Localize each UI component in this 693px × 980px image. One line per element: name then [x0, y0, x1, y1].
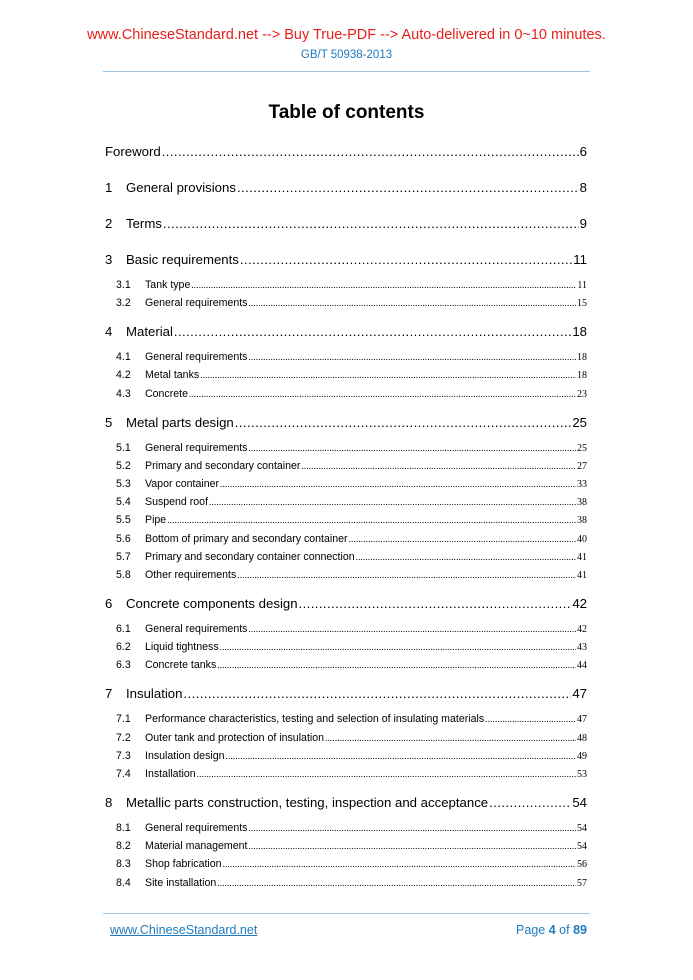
toc-dot-leader — [174, 323, 571, 341]
toc-section-entry[interactable] — [105, 712, 587, 726]
toc-chapter-entry[interactable] — [105, 323, 587, 341]
toc-entry-title: Tank type — [145, 279, 191, 291]
toc-entry-page: 53 — [577, 769, 587, 780]
toc-entry-number: 8 — [105, 795, 113, 810]
toc-entry-page: 38 — [577, 497, 587, 509]
toc-chapter-entry[interactable] — [105, 179, 587, 197]
toc-entry-number: 5.3 — [116, 478, 131, 490]
toc-entry-page: 41 — [577, 570, 587, 581]
toc-entry-title: Outer tank and protection of insulation — [145, 731, 325, 744]
toc-entry-page: 54 — [572, 795, 587, 810]
toc-entry-page: 18 — [572, 324, 587, 340]
toc-dot-leader — [223, 857, 576, 871]
toc-entry-title: Foreword — [105, 144, 161, 159]
toc-entry-page: 8 — [579, 180, 587, 195]
toc-dot-leader — [485, 712, 576, 726]
toc-entry-page: 33 — [577, 479, 587, 490]
toc-entry-number: 6.1 — [116, 623, 131, 635]
toc-section-entry[interactable] — [105, 350, 587, 364]
toc-dot-leader — [248, 296, 576, 310]
toc-entry-title: Metallic parts construction, testing, inspection and acceptance — [126, 795, 489, 810]
toc-entry-page: 42 — [572, 596, 587, 611]
toc-entry-title: Insulation — [126, 686, 183, 702]
toc-entry-title: General provisions — [126, 180, 236, 195]
toc-dot-leader — [356, 550, 576, 564]
toc-entry-page: 11 — [577, 280, 587, 291]
toc-entry-page: 47 — [577, 714, 587, 726]
toc-section-entry[interactable] — [105, 459, 587, 473]
toc-entry-number: 6 — [105, 596, 113, 611]
toc-dot-leader — [248, 441, 576, 455]
toc-dot-leader — [209, 495, 576, 509]
toc-entry-number: 8.1 — [116, 822, 131, 834]
toc-entry-number: 6.2 — [116, 641, 131, 654]
toc-chapter-entry[interactable] — [105, 685, 587, 703]
footer-page-number — [516, 923, 587, 937]
toc-entry-title: General requirements — [145, 297, 248, 310]
toc-entry-page: 25 — [572, 414, 587, 430]
toc-entry-page: 56 — [577, 859, 587, 871]
toc-section-entry[interactable] — [105, 296, 587, 310]
toc-entry-title: Metal parts design — [126, 414, 234, 430]
toc-section-entry[interactable] — [105, 731, 587, 745]
toc-section-entry[interactable] — [105, 839, 587, 853]
toc-entry-number: 7.4 — [116, 768, 131, 780]
toc-title: Table of contents — [268, 102, 425, 123]
toc-entry-number: 4 — [105, 324, 113, 340]
toc-entry-page: 42 — [577, 624, 587, 635]
toc-entry-page: 9 — [579, 216, 587, 231]
toc-entry-number: 5 — [105, 414, 113, 430]
toc-section-entry[interactable] — [105, 857, 587, 871]
toc-entry-title: Liquid tightness — [145, 641, 219, 654]
toc-section-entry[interactable] — [105, 568, 587, 582]
toc-entry-number: 5.5 — [116, 514, 131, 527]
toc-entry-page: 6 — [579, 144, 587, 159]
toc-entry-title: Site installation — [145, 876, 217, 889]
toc-entry-number: 5.6 — [116, 532, 131, 545]
toc-section-entry[interactable] — [105, 749, 587, 763]
toc-entry-number: 1 — [105, 180, 113, 195]
toc-entry-number: 8.2 — [116, 840, 131, 853]
standard-code: GB/T 50938-2013 — [300, 49, 393, 61]
toc-entry-number: 3.1 — [116, 279, 131, 291]
toc-dot-leader — [489, 794, 571, 812]
toc-entry-page: 15 — [577, 298, 587, 310]
toc-entry-page: 48 — [577, 732, 587, 744]
toc-entry-title: Concrete tanks — [145, 659, 217, 672]
toc-section-entry[interactable] — [105, 622, 587, 636]
toc-entry-page: 43 — [577, 642, 587, 654]
toc-entry-number: 8.3 — [116, 858, 131, 871]
toc-entry-number: 8.4 — [116, 876, 131, 889]
page-total: 89 — [573, 923, 587, 937]
toc-entry-number: 4.1 — [116, 351, 131, 364]
toc-entry-number: 2 — [105, 216, 113, 231]
footer-website-link[interactable]: www.ChineseStandard.net — [110, 923, 258, 937]
toc-entry-page: 11 — [573, 252, 587, 267]
toc-dot-leader — [167, 513, 576, 527]
toc-entry-title: General requirements — [145, 441, 248, 454]
toc-dot-leader — [248, 839, 576, 853]
toc-entry-title: Metal tanks — [145, 369, 200, 382]
toc-chapter-entry[interactable] — [105, 143, 587, 161]
toc-dot-leader — [200, 368, 576, 382]
toc-dot-leader — [217, 876, 576, 890]
toc-entry-number: 3 — [105, 252, 113, 267]
toc-entry-page: 44 — [577, 660, 587, 672]
toc-entry-number: 5.1 — [116, 441, 131, 454]
toc-entry-number: 6.3 — [116, 659, 131, 672]
toc-section-entry[interactable] — [105, 640, 587, 654]
page-current: 4 — [548, 923, 556, 937]
toc-entry-title: Primary and secondary container — [145, 459, 301, 472]
toc-dot-leader — [189, 387, 576, 401]
toc-entry-title: Installation — [145, 768, 196, 780]
toc-entry-title: Insulation design — [145, 749, 225, 762]
toc-entry-page: 40 — [577, 533, 587, 545]
toc-dot-leader — [248, 821, 576, 835]
toc-entry-page: 18 — [577, 370, 587, 382]
toc-entry-number: 4.3 — [116, 387, 131, 400]
toc-dot-leader — [240, 251, 572, 269]
toc-section-entry[interactable] — [105, 368, 587, 382]
toc-dot-leader — [248, 622, 576, 636]
toc-entry-page: 47 — [572, 686, 587, 702]
toc-entry-title: Basic requirements — [126, 252, 239, 267]
toc-dot-leader — [237, 568, 576, 582]
toc-entry-title: Performance characteristics, testing and selection of insulating materials — [145, 713, 485, 726]
header-banner: www.ChineseStandard.net --> Buy True-PDF --> Auto-delivered in 0~10 minutes. — [87, 27, 606, 43]
toc-section-entry[interactable] — [105, 658, 587, 672]
toc-entry-number: 5.8 — [116, 569, 131, 581]
toc-entry-page: 41 — [577, 551, 587, 563]
toc-entry-number: 5.2 — [116, 459, 131, 472]
toc-chapter-entry[interactable] — [105, 215, 587, 233]
toc-entry-title: Concrete components design — [126, 596, 298, 611]
toc-entry-title: Terms — [126, 216, 162, 231]
toc-entry-page: 38 — [577, 515, 587, 527]
toc-entry-title: General requirements — [145, 822, 248, 834]
toc-dot-leader — [197, 767, 576, 781]
toc-entry-title: General requirements — [145, 623, 248, 635]
toc-entry-number: 5.7 — [116, 550, 131, 563]
toc-entry-title: Vapor container — [145, 478, 220, 490]
toc-section-entry[interactable] — [105, 821, 587, 835]
toc-dot-leader — [162, 143, 579, 161]
page-prefix: Page — [516, 923, 546, 937]
toc-dot-leader — [183, 685, 571, 703]
toc-entry-page: 49 — [577, 750, 587, 762]
toc-entry-title: General requirements — [145, 351, 248, 364]
toc-chapter-entry[interactable] — [105, 251, 587, 269]
toc-entry-number: 3.2 — [116, 297, 131, 310]
toc-entry-page: 23 — [577, 388, 587, 400]
toc-entry-page: 54 — [577, 841, 587, 853]
toc-dot-leader — [349, 532, 576, 546]
toc-entry-page: 54 — [577, 823, 587, 834]
toc-dot-leader — [220, 477, 576, 491]
toc-section-entry[interactable] — [105, 477, 587, 491]
toc-entry-title: Primary and secondary container connection — [145, 550, 355, 563]
toc-entry-number: 7.2 — [116, 731, 131, 744]
toc-section-entry[interactable] — [105, 550, 587, 564]
toc-dot-leader — [235, 414, 572, 432]
toc-entry-number: 7 — [105, 686, 113, 702]
toc-section-entry[interactable] — [105, 876, 587, 890]
toc-entry-number: 7.3 — [116, 749, 131, 762]
toc-section-entry[interactable] — [105, 387, 587, 401]
toc-chapter-entry[interactable] — [105, 595, 587, 613]
toc-entry-title: Pipe — [145, 514, 167, 527]
toc-chapter-entry[interactable] — [105, 794, 587, 812]
toc-dot-leader — [237, 179, 579, 197]
header-divider — [103, 71, 590, 72]
toc-section-entry[interactable] — [105, 495, 587, 509]
toc-entry-title: Material management — [145, 840, 248, 853]
toc-entry-page: 18 — [577, 352, 587, 364]
toc-entry-number: 4.2 — [116, 369, 131, 382]
toc-entry-title: Concrete — [145, 387, 188, 400]
page-of: of — [559, 923, 570, 937]
toc-section-entry[interactable] — [105, 441, 587, 455]
toc-entry-page: 57 — [577, 877, 587, 889]
toc-section-entry[interactable] — [105, 513, 587, 527]
toc-entry-title: Other requirements — [145, 569, 237, 581]
toc-chapter-entry[interactable] — [105, 414, 587, 432]
toc-dot-leader — [248, 350, 576, 364]
toc-dot-leader — [217, 658, 576, 672]
toc-dot-leader — [226, 749, 576, 763]
toc-section-entry[interactable] — [105, 532, 587, 546]
toc-dot-leader — [163, 215, 579, 233]
toc-entry-title: Shop fabrication — [145, 858, 222, 871]
toc-dot-leader — [220, 640, 576, 654]
toc-entry-number: 5.4 — [116, 496, 131, 509]
toc-section-entry[interactable] — [105, 278, 587, 292]
toc-entry-page: 25 — [577, 442, 587, 454]
toc-entry-title: Material — [126, 324, 173, 340]
toc-section-entry[interactable] — [105, 767, 587, 781]
toc-entry-title: Suspend roof — [145, 496, 209, 509]
toc-dot-leader — [325, 731, 576, 745]
toc-dot-leader — [301, 459, 576, 473]
toc-entry-title: Bottom of primary and secondary container — [145, 532, 348, 545]
footer-divider — [103, 913, 590, 914]
toc-entry-number: 7.1 — [116, 713, 131, 726]
toc-dot-leader — [299, 595, 572, 613]
toc-dot-leader — [191, 278, 576, 292]
toc-entry-page: 27 — [577, 460, 587, 472]
